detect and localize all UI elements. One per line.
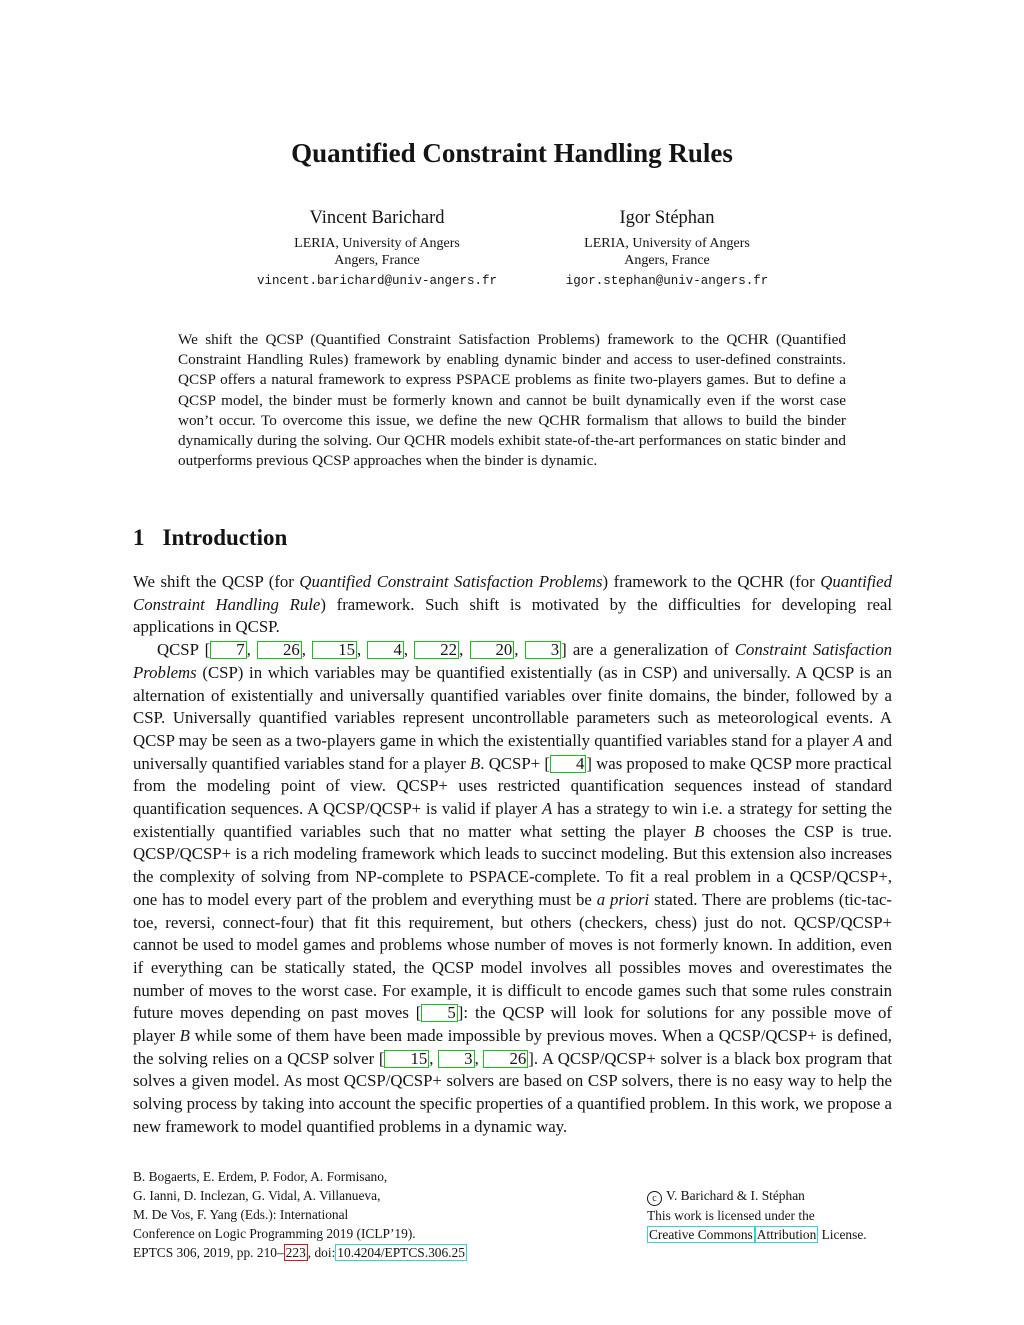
abstract: We shift the QCSP (Quantified Constraint Satisfaction Problems) framework to the QCHR (Quantified Constraint Handling Rules) framework by enabling dynamic binder and access to user-defined constraints. QCSP offers a natural framework to express PSPACE problems as finite two-players games. But to define a QCSP model, the binder must be formerly known and cannot be built dynamically even if the worst case won’t occur. To overcome this issue, we define the new QCHR formalism that allows to build the binder dynamically during the solving. Our QCHR models exhibit state-of-the-art performances on static binder and outperforms previous QCSP approaches when the binder is dynamic. bbox=[178, 331, 846, 470]
section-title: Introduction bbox=[162, 525, 288, 550]
emphasis: A bbox=[542, 799, 553, 819]
creative-commons-link[interactable]: Creative Commons bbox=[649, 1227, 753, 1242]
emphasis: Quantified Constraint Handling Rule bbox=[133, 572, 892, 614]
license-line: This work is licensed under the bbox=[647, 1208, 815, 1223]
text-run: , doi: bbox=[307, 1245, 336, 1260]
citation-link[interactable]: 26 bbox=[257, 641, 302, 659]
location-line: Angers, France bbox=[334, 253, 420, 268]
text-run: stated. There are problems (tic-tac-toe, reversi, connect-four) that fit this requirement, but others (checkers, chess) just do not. QCSP/QCSP+ cannot be used to model games and problems whose number of moves is not formerly known. In addition, even if everything can be statically stated, the QCSP model involves all possibles moves and overestimates the number of moves to the worst case. For example, it is difficult to encode games such that some rules constrain future moves depending on past moves [ bbox=[133, 889, 892, 1023]
section-heading bbox=[133, 525, 287, 551]
citation-link[interactable]: 3 bbox=[525, 641, 561, 659]
license-links bbox=[647, 1225, 907, 1244]
text-run: QCSP [ bbox=[157, 640, 211, 660]
footer-line: Conference on Logic Programming 2019 (ICLP’19). bbox=[133, 1226, 416, 1241]
citation-link[interactable]: 20 bbox=[470, 641, 515, 659]
text-run: ]. A QCSP/QCSP+ solver is a black box program that solves a given model. As most QCSP/QCSP+ solvers are based on CSP solvers, there is no easy way to help the solving process by taking into account the specific properties of a quantified problem. In this work, we propose a new framework to model quantified problems in a dynamic way. bbox=[133, 1048, 893, 1136]
emphasis: Quantified Constraint Satisfaction Problems bbox=[299, 572, 603, 591]
section-number: 1 bbox=[133, 525, 145, 550]
citation-link[interactable]: 15 bbox=[384, 1050, 429, 1068]
emphasis: a priori bbox=[596, 889, 650, 909]
citation-link[interactable]: 26 bbox=[483, 1050, 528, 1068]
text-run: ] are a generalization of bbox=[561, 640, 735, 660]
text-run: ]: the QCSP will look for solutions for any possible move of player bbox=[133, 1003, 892, 1046]
text-run: We shift the QCSP (for bbox=[133, 572, 300, 591]
author-name: Vincent Barichard bbox=[309, 208, 445, 228]
text-run: V. Barichard & I. Stéphan bbox=[666, 1188, 805, 1203]
footer-citation bbox=[133, 1167, 553, 1262]
emphasis: B bbox=[179, 1026, 190, 1046]
citation-link[interactable]: 4 bbox=[367, 641, 403, 659]
doi-link[interactable]: 10.4204/EPTCS.306.25 bbox=[337, 1245, 465, 1260]
author-affiliation bbox=[517, 235, 817, 269]
text-run: and universally quantified variables stand for a player bbox=[133, 730, 892, 773]
last-page-link[interactable]: 223 bbox=[285, 1245, 306, 1260]
text-run: while some of them have been made impossible by previous moves. When a QCSP/QCSP+ is defined, the solving relies on a QCSP solver [ bbox=[133, 1026, 892, 1068]
citation-link[interactable]: 22 bbox=[414, 641, 459, 659]
paragraph-1 bbox=[133, 571, 892, 639]
text-run: chooses the CSP is true. QCSP/QCSP+ is a rich modeling framework which leads to succinct modeling. But this extension also increases the complexity of solving from NP-complete to PSPACE-complete. To fit a real problem in a QCSP/QCSP+, one has to model every part of the problem and everything must be bbox=[133, 821, 892, 909]
text-run: (CSP) in which variables may be quantified existentially (as in CSP) and universally. A QCSP is an alternation of existentially and universally quantified variables over finite domains, the binder, followed by a CSP. Universally quantified variables represent uncontrollable parameters such as meteorological events. A QCSP may be seen as a two-players game in which the existentially quantified variables stand for a player bbox=[133, 662, 892, 750]
author-affiliation bbox=[227, 235, 527, 269]
copyright-icon: c bbox=[647, 1191, 662, 1206]
paper-title: Quantified Constraint Handling Rules bbox=[291, 138, 733, 168]
citation-link[interactable]: 3 bbox=[438, 1050, 474, 1068]
citation-link[interactable]: 5 bbox=[421, 1004, 457, 1022]
footer-line bbox=[133, 1243, 553, 1262]
emphasis: A bbox=[853, 730, 864, 750]
paragraph-2: QCSP [ 7 , 26 , 15 , 4 , 22 , 20 , 3 ] are a generalization of Constraint Satisfaction Problems (CSP) in which variables may be quantified existentially (as in CSP) and universally. A QCSP is an alternation of existentially and universally quantified variables over finite domains, the binder, followed by a CSP. Universally quantified variables represent uncontrollable parameters such as meteorological events. A QCSP may be seen as a two-players game in which the existentially quantified variables stand for a player A and universally quantified variables stand for a player B. QCSP+ [ 4 ] was proposed to make QCSP more practical from the modeling point of view. QCSP+ uses restricted quantification sequences instead of standard quantification sequences. A QCSP/QCSP+ is valid if player A has a strategy to win i.e. a strategy for setting the existentially quantified variables such that no matter what setting the player B chooses the CSP is true. QCSP/QCSP+ is a rich modeling framework which leads to succinct modeling. But this extension also increases the complexity of solving from NP-complete to PSPACE-complete. To fit a real problem in a QCSP/QCSP+, one has to model every part of the problem and everything must be a priori stated. There are problems (tic-tac-toe, reversi, connect-four) that fit this requirement, but others (checkers, chess) just do not. QCSP/QCSP+ cannot be used to model games and problems whose number of moves is not formerly known. In addition, even if everything can be statically stated, the QCSP model involves all possibles moves and overestimates the number of moves to the worst case. For example, it is difficult to encode games such that some rules constrain future moves depending on past moves [ 5 ]: the QCSP will look for solutions for any possible move of player B while some of them have been made impossible by previous moves. When a QCSP/QCSP+ is defined, the solving relies on a QCSP solver [ 15 , 3 , 26 ]. A QCSP/QCSP+ solver is a black box program that solves a given model. As most QCSP/QCSP+ solvers are based on CSP solvers, there is no easy way to help the solving process by taking into account the specific properties of a quantified problem. In this work, we propose a new framework to model quantified problems in a dynamic way. bbox=[133, 640, 893, 1136]
text-run: has a strategy to win i.e. a strategy for setting the existentially quantified variables such that no matter what setting the player bbox=[133, 799, 893, 841]
text-run: ) framework to the QCHR (for bbox=[602, 572, 821, 591]
author-email[interactable]: vincent.barichard@univ-angers.fr bbox=[256, 274, 498, 288]
copyright-line bbox=[647, 1186, 907, 1206]
attribution-link[interactable]: Attribution bbox=[756, 1227, 817, 1242]
emphasis: Constraint Satisfaction Problems bbox=[133, 640, 893, 682]
footer-line: B. Bogaerts, E. Erdem, P. Fodor, A. Formisano, bbox=[133, 1169, 388, 1184]
text-run: License. bbox=[818, 1227, 867, 1242]
citation-link[interactable]: 4 bbox=[550, 755, 586, 773]
text-run: ] was proposed to make QCSP more practical from the modeling point of view. QCSP+ uses restricted quantification sequences instead of standard quantification sequences. A QCSP/QCSP+ is valid if player bbox=[133, 753, 892, 819]
author-block-1 bbox=[227, 206, 527, 288]
affiliation-line: LERIA, University of Angers bbox=[294, 236, 460, 251]
body-text bbox=[133, 571, 892, 1139]
citation-link[interactable]: 7 bbox=[210, 641, 246, 659]
emphasis: B bbox=[694, 821, 705, 841]
location-line: Angers, France bbox=[624, 253, 710, 268]
text-run: EPTCS 306, 2019, pp. 210– bbox=[133, 1245, 284, 1260]
emphasis: B bbox=[470, 753, 481, 773]
citation-link[interactable]: 15 bbox=[312, 641, 357, 659]
text-run: . QCSP+ [ bbox=[480, 753, 550, 773]
author-block-2 bbox=[517, 206, 817, 288]
footer-line: G. Ianni, D. Inclezan, G. Vidal, A. Villanueva, bbox=[133, 1188, 381, 1203]
text-run: ) framework. Such shift is motivated by the difficulties for developing real applications in QCSP. bbox=[133, 594, 893, 637]
affiliation-line: LERIA, University of Angers bbox=[584, 236, 750, 251]
footer-license bbox=[647, 1186, 907, 1244]
author-name: Igor Stéphan bbox=[619, 208, 715, 228]
author-email[interactable]: igor.stephan@univ-angers.fr bbox=[565, 274, 769, 288]
footer-line: M. De Vos, F. Yang (Eds.): International bbox=[133, 1207, 349, 1222]
